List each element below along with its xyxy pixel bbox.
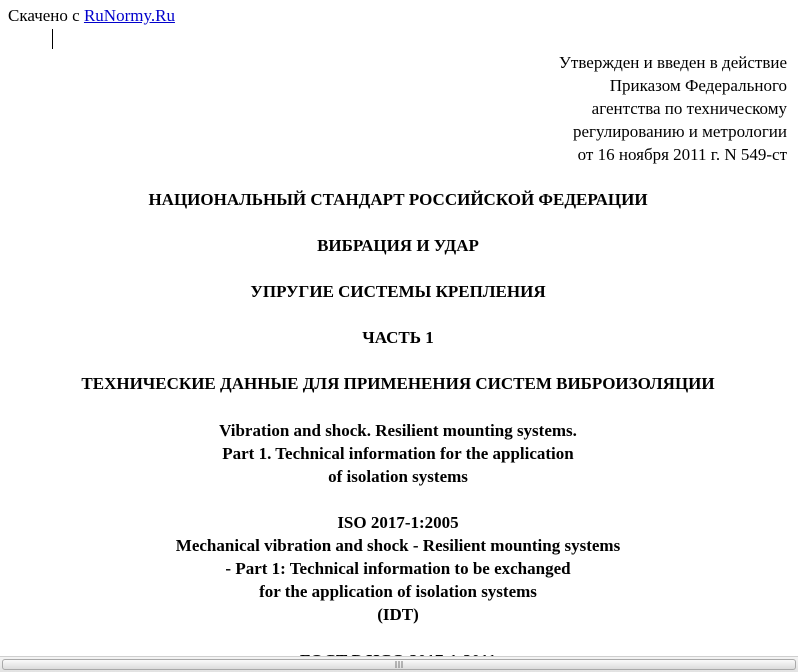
english-title-line: Vibration and shock. Resilient mounting systems. <box>219 421 577 440</box>
standard-type: НАЦИОНАЛЬНЫЙ СТАНДАРТ РОССИЙСКОЙ ФЕДЕРАЦИИ <box>148 190 648 209</box>
source-prefix: Скачено с <box>8 6 80 25</box>
iso-title-line: - Part 1: Technical information to be exchanged <box>225 559 571 578</box>
approval-line: регулированию и метрологии <box>572 122 787 141</box>
standard-title-2: УПРУГИЕ СИСТЕМЫ КРЕПЛЕНИЯ <box>250 282 546 301</box>
grip-icon <box>396 661 403 668</box>
idt-label: (IDT) <box>377 605 419 624</box>
approval-line: от 16 ноября 2011 г. N 549-ст <box>577 145 787 164</box>
iso-title-line: Mechanical vibration and shock - Resilient mounting systems <box>175 536 621 555</box>
standard-title-3: ТЕХНИЧЕСКИЕ ДАННЫЕ ДЛЯ ПРИМЕНЕНИЯ СИСТЕМ ВИБРОИЗОЛЯЦИИ <box>81 374 715 393</box>
scrollbar-thumb[interactable] <box>2 659 796 670</box>
english-title-line: of isolation systems <box>328 467 468 486</box>
approval-line: агентства по техническому <box>591 99 787 118</box>
source-note <box>8 6 175 26</box>
text-cursor <box>52 29 53 49</box>
iso-code: ISO 2017-1:2005 <box>337 513 459 532</box>
approval-line: Приказом Федерального <box>609 76 787 95</box>
standard-part: ЧАСТЬ 1 <box>362 328 434 347</box>
approval-block <box>559 51 787 166</box>
runormy-link[interactable]: RuNormy.Ru <box>83 6 175 25</box>
horizontal-scrollbar[interactable] <box>0 656 798 672</box>
english-title-line: Part 1. Technical information for the application <box>222 444 574 463</box>
iso-title-line: for the application of isolation systems <box>259 582 537 601</box>
approval-line: Утвержден и введен в действие <box>558 53 787 72</box>
standard-title-1: ВИБРАЦИЯ И УДАР <box>317 236 479 255</box>
